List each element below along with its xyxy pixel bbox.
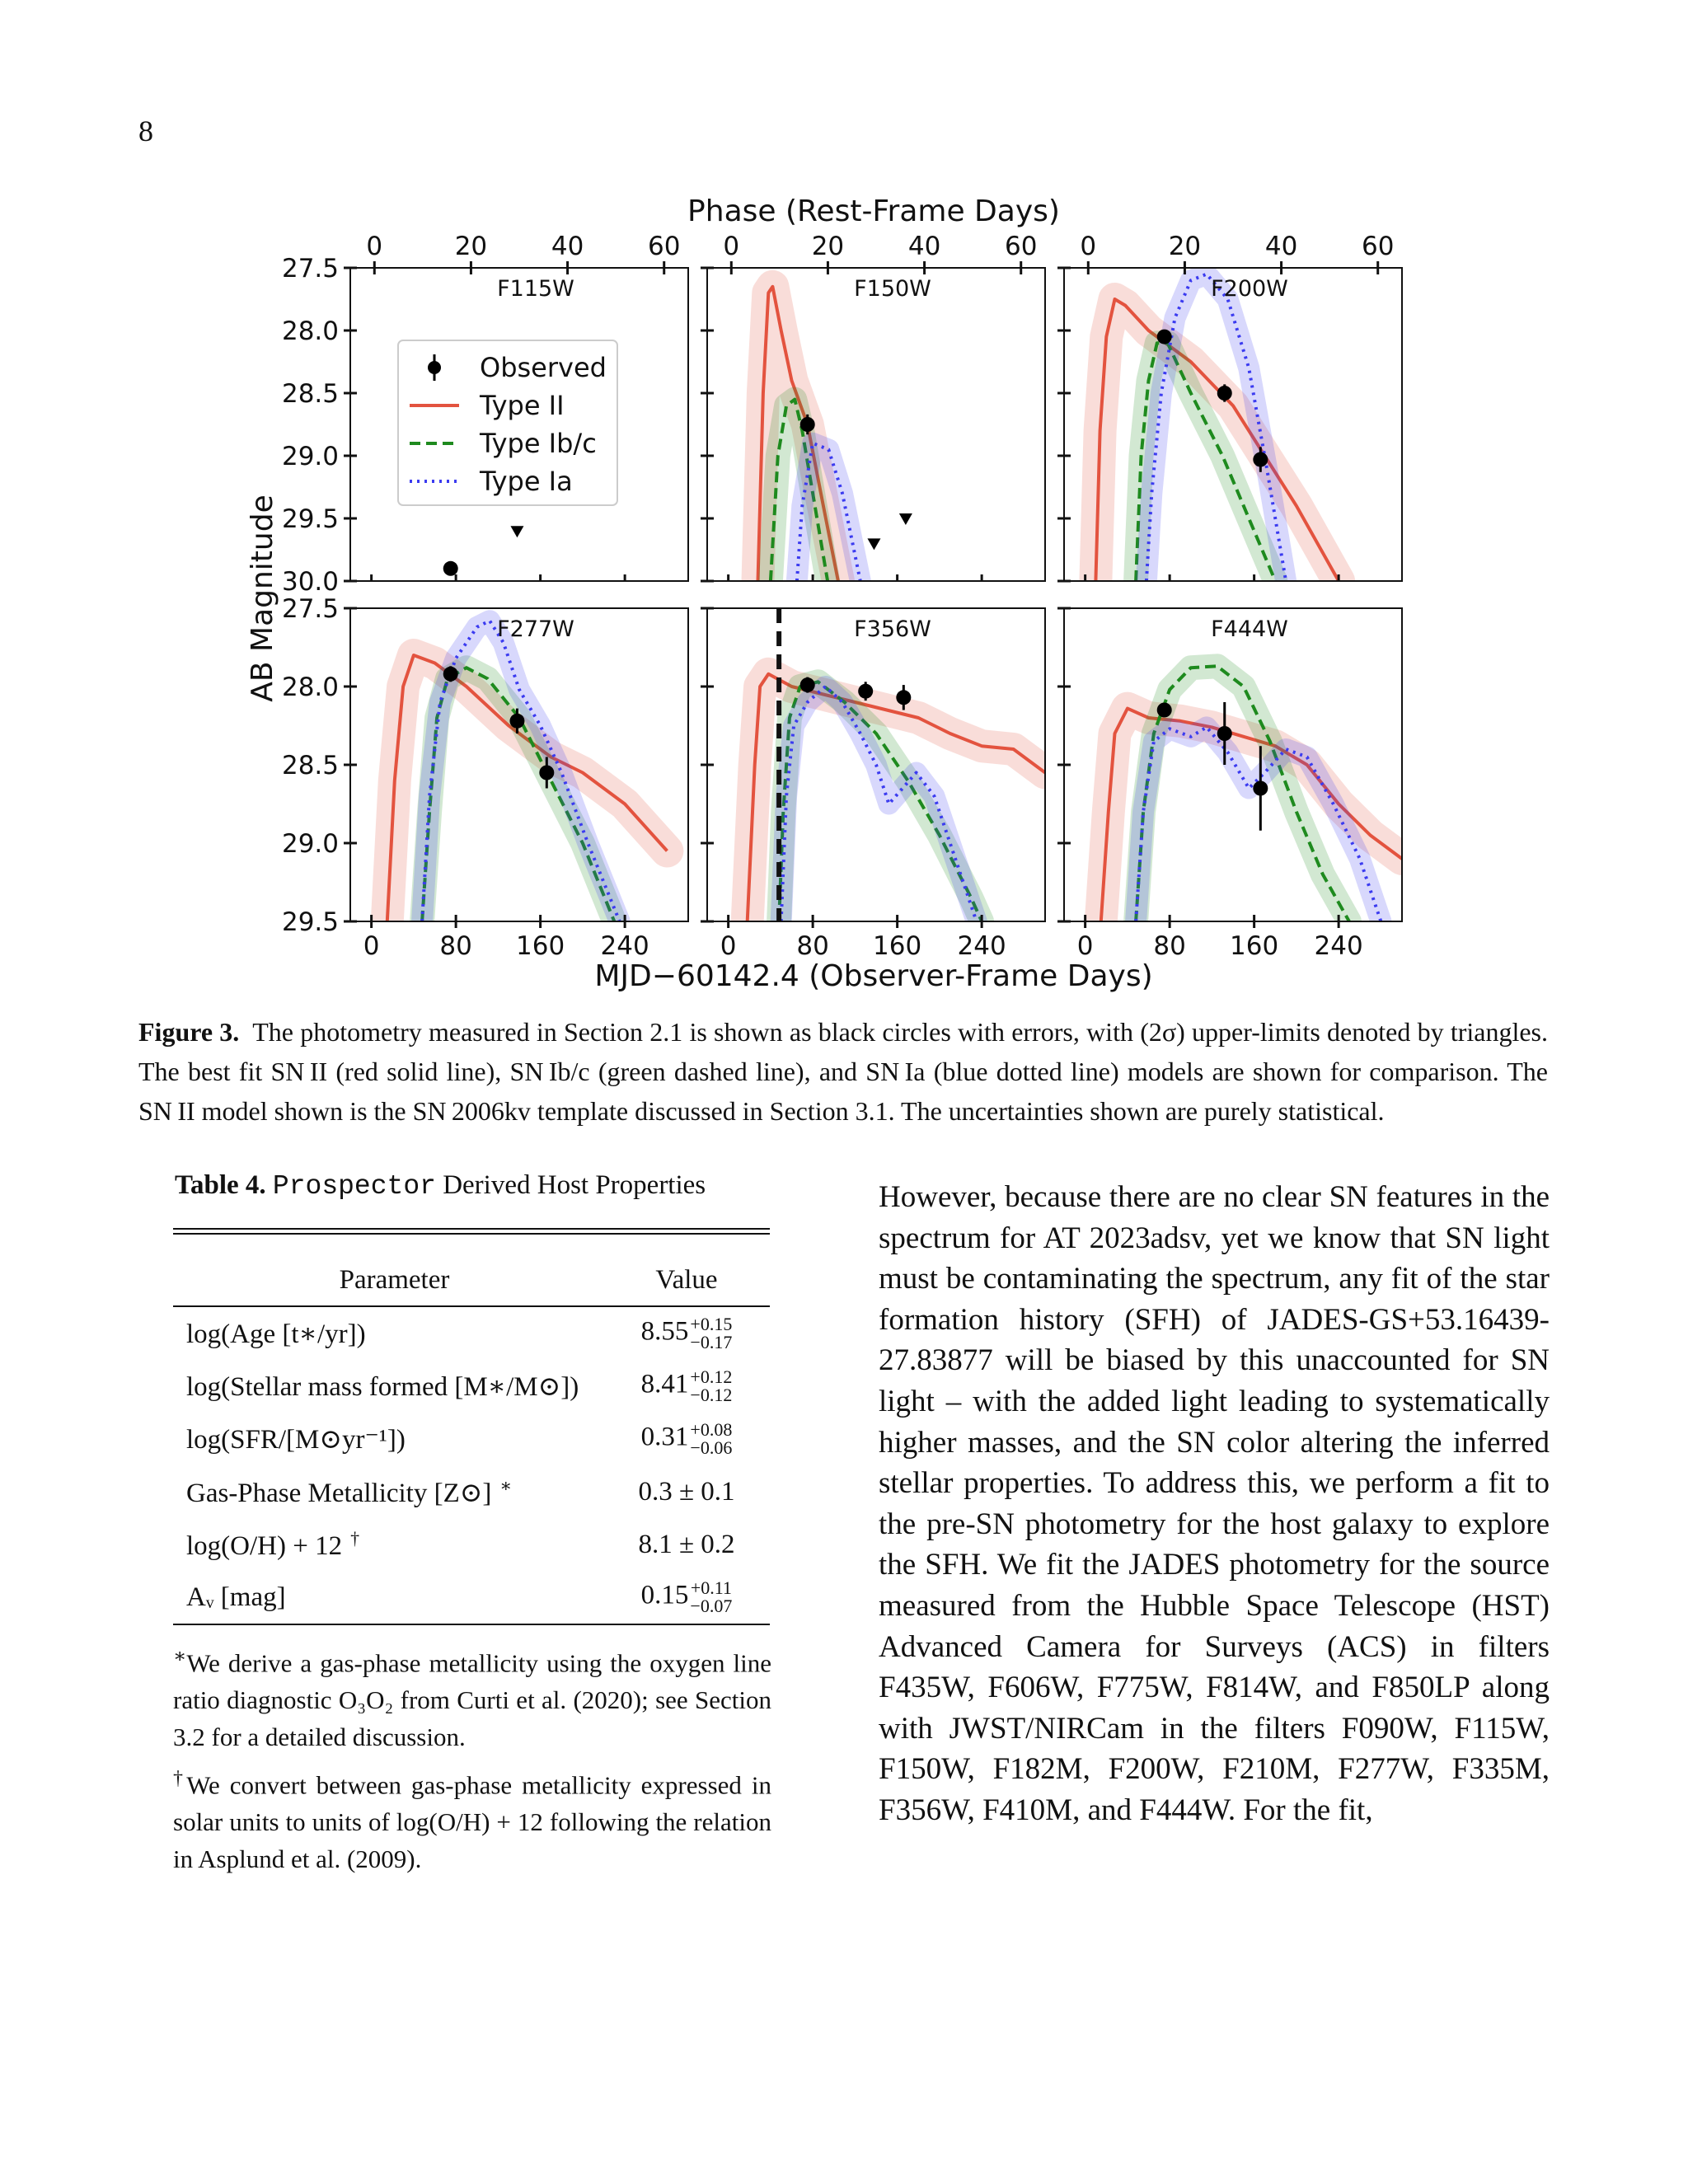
y-tick-label: 29.0 [281, 829, 339, 859]
host-properties-table [173, 1253, 770, 1624]
table-row [173, 1307, 770, 1360]
value-main: 8.55 [640, 1316, 689, 1347]
parameter-cell [173, 1518, 603, 1571]
top-x-tick-label: 0 [1080, 232, 1097, 261]
value-plus: +0.08 [690, 1419, 733, 1440]
observed-point [539, 766, 554, 780]
top-x-tick-label: 60 [1361, 232, 1395, 261]
upper-limit-triangle [510, 526, 523, 537]
footnote-dagger-text: We convert between gas-phase metallicity expressed in solar units to units of log(O/H) + 12 following the relation in Asplund et al. (2009). [173, 1770, 771, 1874]
table-row [173, 1413, 770, 1465]
panel-f356w [701, 608, 1045, 961]
value-cell [603, 1413, 770, 1465]
footnote-star-mark: ∗ [173, 1646, 187, 1667]
bottom-x-tick-label: 160 [1230, 931, 1279, 961]
value-plus: +0.12 [690, 1366, 733, 1387]
parameter-footnote-mark: ∗ [499, 1474, 513, 1496]
upper-limit-triangle [899, 513, 912, 525]
bottom-x-tick-label: 0 [363, 931, 380, 961]
panel-f444w [1057, 608, 1402, 961]
bottom-x-tick-label: 240 [1314, 931, 1363, 961]
value-main: 8.41 [640, 1369, 689, 1399]
observed-point [800, 677, 815, 692]
y-tick-label: 28.0 [281, 316, 339, 346]
panel-filter-label: F200W [1211, 276, 1288, 302]
parameter-name: log(O/H) + 12 [186, 1530, 343, 1561]
body-paragraph: However, because there are no clear SN features in the spectrum for AT 2023adsv, yet we know that SN light must be contaminating the spectrum, any fit of the star formation history (SFH) of JADES-GS+53.16439-27.83877 will be biased by this unaccounted for SN light – with the added light leading to systematically higher masses, and the SN color altering the inferred stellar properties. To address this, we perform a fit to the pre-SN photometry for the host galaxy to explore the SFH. We fit the JADES photometry for the source measured from the Hubble Space Telescope (HST) Advanced Camera for Surveys (ACS) in filters F435W, F606W, F775W, F814W, and F850LP along with JWST/NIRCam in the filters F090W, F115W, F150W, F182M, F200W, F210M, F277W, F335M, F356W, F410M, and F444W. For the fit, [879, 1180, 1550, 1827]
footnote-dagger [173, 1760, 771, 1877]
top-x-tick-label: 0 [723, 232, 740, 261]
value-plus: +0.11 [690, 1577, 732, 1598]
value-main: 0.31 [640, 1422, 689, 1452]
top-x-tick-label: 60 [647, 232, 681, 261]
table-row [173, 1518, 770, 1571]
table-tool-name: Prospector [272, 1171, 436, 1202]
observed-point [858, 684, 873, 699]
value-minus: −0.12 [690, 1385, 733, 1405]
y-tick-label: 30.0 [281, 567, 339, 597]
parameter-name: log(Age [t∗/yr]) [186, 1319, 366, 1349]
value-plus: +0.15 [690, 1314, 733, 1334]
panel-filter-label: F150W [854, 276, 931, 302]
panel-filter-label: F115W [497, 276, 574, 302]
bottom-x-tick-label: 160 [516, 931, 565, 961]
observed-point [1217, 726, 1232, 741]
panel-f200w [1057, 232, 1402, 581]
y-tick-label: 28.5 [281, 751, 339, 780]
table-row [173, 1571, 770, 1624]
bottom-x-tick-label: 0 [720, 931, 737, 961]
caption-label: Figure 3. [138, 1017, 240, 1047]
top-x-tick-label: 40 [907, 232, 941, 261]
value-cell [603, 1360, 770, 1413]
top-x-tick-label: 20 [454, 232, 488, 261]
value-uncertainty [690, 1368, 732, 1404]
panel-plot-area [758, 287, 860, 581]
value-cell [603, 1465, 770, 1518]
light-curve-figure [0, 0, 1688, 1005]
value-minus: −0.17 [690, 1332, 733, 1352]
parameter-cell [173, 1465, 603, 1518]
panel-plot-area [1095, 274, 1339, 581]
table-title [175, 1170, 768, 1202]
top-x-tick-label: 20 [811, 232, 845, 261]
panel-plot-area [387, 621, 668, 921]
parameter-cell [173, 1413, 603, 1465]
observed-point [800, 417, 815, 432]
observed-point [443, 667, 458, 682]
table-row [173, 1465, 770, 1518]
top-x-tick-label: 40 [1264, 232, 1298, 261]
parameter-footnote-mark: † [350, 1527, 360, 1549]
panel-f277w [282, 594, 688, 961]
legend [398, 340, 617, 505]
table-bottom-rule [173, 1624, 770, 1625]
observed-point [509, 714, 524, 729]
legend-observed-label: Observed [480, 352, 607, 383]
table-title-rest: Derived Host Properties [443, 1170, 706, 1200]
value-cell [603, 1571, 770, 1624]
observed-point [1217, 386, 1232, 401]
legend-observed-marker [428, 361, 441, 374]
value-minus: −0.07 [690, 1596, 733, 1616]
panel-filter-label: F444W [1211, 616, 1288, 642]
header-parameter: Parameter [339, 1264, 450, 1295]
observed-point [1253, 452, 1268, 467]
table-header-row [173, 1253, 770, 1307]
legend-type-ia-label: Type Ia [480, 466, 573, 497]
panel-plot-area [748, 608, 1045, 921]
parameter-cell [173, 1360, 603, 1413]
value-cell [603, 1307, 770, 1360]
y-tick-label: 29.5 [281, 907, 339, 937]
footnote-dagger-mark: † [173, 1768, 187, 1789]
panel-f150w [701, 232, 1045, 581]
value-main: 0.3 ± 0.1 [638, 1476, 735, 1507]
bottom-x-tick-label: 0 [1076, 931, 1094, 961]
parameter-cell [173, 1307, 603, 1360]
bottom-x-tick-label: 240 [957, 931, 1006, 961]
value-main: 8.1 ± 0.2 [638, 1529, 735, 1559]
bottom-axis-title: MJD−60142.4 (Observer-Frame Days) [594, 959, 1153, 993]
top-x-tick-label: 60 [1004, 232, 1038, 261]
y-tick-label: 29.5 [281, 504, 339, 534]
bottom-x-tick-label: 80 [439, 931, 472, 961]
parameter-name: log(Stellar mass formed [M∗/M⊙]) [186, 1372, 579, 1402]
parameter-cell [173, 1571, 603, 1624]
caption-text: The photometry measured in Section 2.1 is shown as black circles with errors, with (2σ) upper-limits denoted by triangles. The best fit SN II (red solid line), SN Ib/c (green dashed line), and SN Ia (blue dotted line) models are shown for comparison. The SN II model shown is the SN 2006kv template discussed in Section 3.1. The uncertainties shown are purely statistical. [138, 1017, 1549, 1126]
parameter-name: Aᵥ [mag] [186, 1582, 286, 1612]
observed-point [443, 561, 458, 576]
footnote-star-text: We derive a gas-phase metallicity using the oxygen line ratio diagnostic O₃O₂ from Curti et al. (2020); see Section 3.2 for a detailed discussion. [173, 1648, 771, 1752]
table-top-rule-1 [173, 1228, 770, 1230]
panel-filter-label: F356W [854, 616, 931, 642]
value-uncertainty [690, 1421, 732, 1457]
table-row [173, 1360, 770, 1413]
upper-limit-triangle [867, 538, 880, 550]
observed-point [1253, 781, 1268, 796]
top-axis-title: Phase (Rest-Frame Days) [687, 194, 1060, 228]
y-tick-label: 28.5 [281, 379, 339, 409]
y-tick-label: 29.0 [281, 442, 339, 471]
parameter-name: log(SFR/[M⊙yr⁻¹]) [186, 1425, 406, 1455]
panel-filter-label: F277W [497, 616, 574, 642]
footnote-star [173, 1638, 771, 1755]
header-value: Value [655, 1264, 718, 1295]
observed-point [896, 690, 911, 705]
top-x-tick-label: 40 [551, 232, 584, 261]
y-tick-label: 27.5 [281, 254, 339, 284]
legend-type-ibc-label: Type Ib/c [480, 428, 597, 459]
y-tick-label: 27.5 [281, 594, 339, 624]
bottom-x-tick-label: 240 [600, 931, 649, 961]
figure-caption [138, 1012, 1548, 1131]
bottom-x-tick-label: 80 [1153, 931, 1186, 961]
bottom-x-tick-label: 160 [873, 931, 922, 961]
legend-type-ii-label: Type II [480, 390, 565, 421]
value-uncertainty [690, 1315, 732, 1352]
observed-point [1157, 703, 1172, 718]
panel-plot-area [1101, 666, 1402, 921]
top-x-tick-label: 0 [366, 232, 383, 261]
y-axis-title: AB Magnitude [246, 494, 279, 702]
y-tick-label: 28.0 [281, 673, 339, 702]
value-uncertainty [690, 1579, 732, 1615]
top-x-tick-label: 20 [1168, 232, 1202, 261]
bottom-x-tick-label: 80 [796, 931, 829, 961]
value-cell [603, 1518, 770, 1571]
value-minus: −0.06 [690, 1437, 733, 1458]
page-number: 8 [138, 115, 153, 148]
observed-point [1157, 330, 1172, 344]
parameter-name: Gas-Phase Metallicity [Z⊙] [186, 1478, 492, 1508]
table-top-rule-2 [173, 1233, 770, 1235]
table-label: Table 4. [175, 1170, 266, 1200]
value-main: 0.15 [640, 1580, 689, 1610]
